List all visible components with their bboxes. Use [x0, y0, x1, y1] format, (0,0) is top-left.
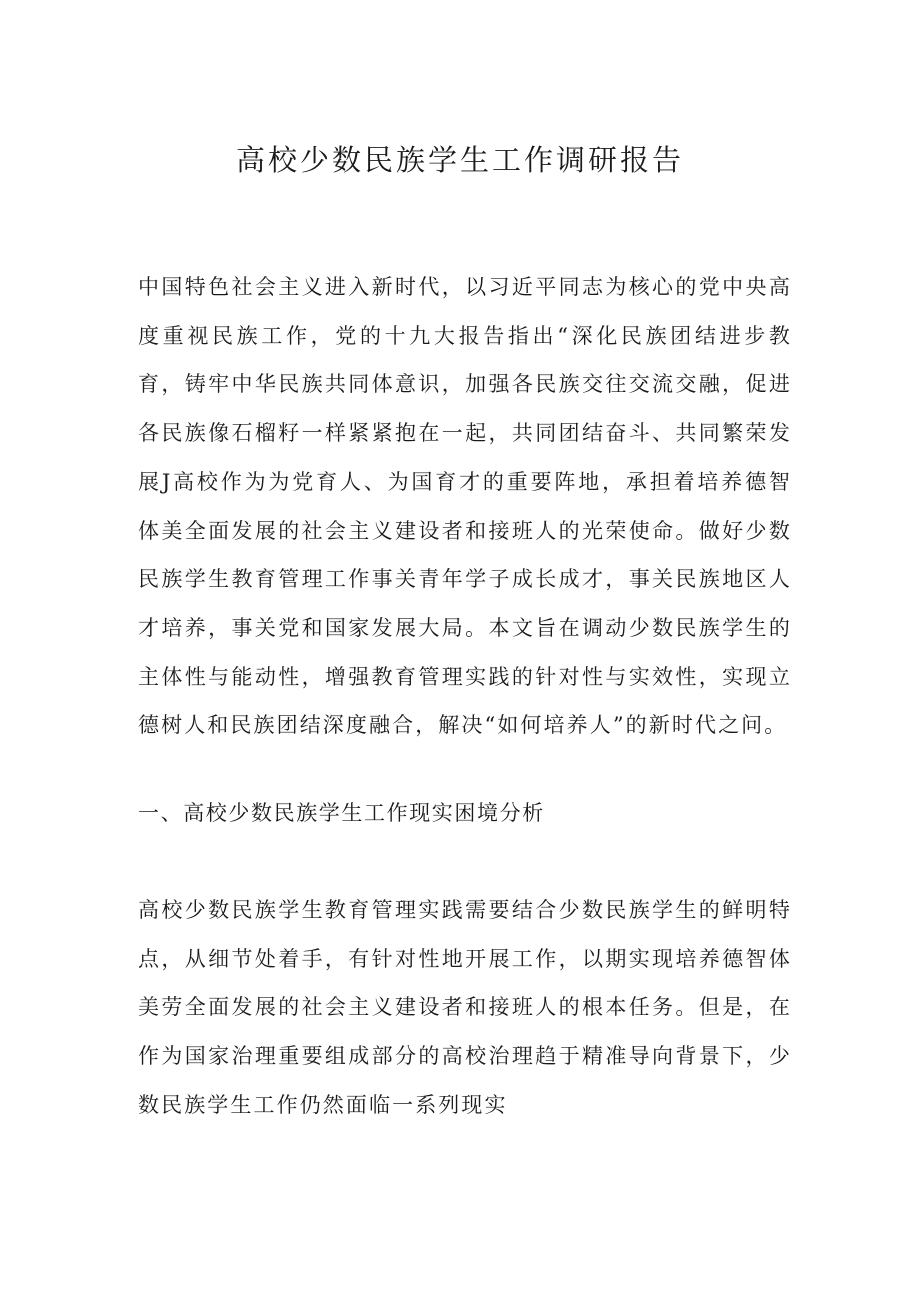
- body-paragraph: 高校少数民族学生教育管理实践需要结合少数民族学生的鲜明特点，从细节处着手，有针对性地开展工作，以期实现培养德智体美劳全面发展的社会主义建设者和接班人的根本任务。但是，在作为国家治理重要组成部分的高校治理趋于精准导向背景下，少数民族学生工作仍然面临一系列现实: [138, 898, 792, 1117]
- document-title: 高校少数民族学生工作调研报告: [235, 143, 684, 177]
- section-heading: 一、高校少数民族学生工作现实困境分析: [138, 801, 545, 825]
- intro-paragraph: 中国特色社会主义进入新时代，以习近平同志为核心的党中央高度重视民族工作，党的十九大报告指出“深化民族团结进步教育，铸牢中华民族共同体意识，加强各民族交往交流交融，促进各民族像石榴籽一样紧紧抱在一起，共同团结奋斗、共同繁荣发展J高校作为为党育人、为国育才的重要阵地，承担着培养德智体美全面发展的社会主义建设者和接班人的光荣使命。做好少数民族学生教育管理工作事关青年学子成长成才，事关民族地区人才培养，事关党和国家发展大局。本文旨在调动少数民族学生的主体性与能动性，增强教育管理实践的针对性与实效性，实现立德树人和民族团结深度融合，解决“如何培养人”的新时代之问。: [138, 275, 792, 738]
